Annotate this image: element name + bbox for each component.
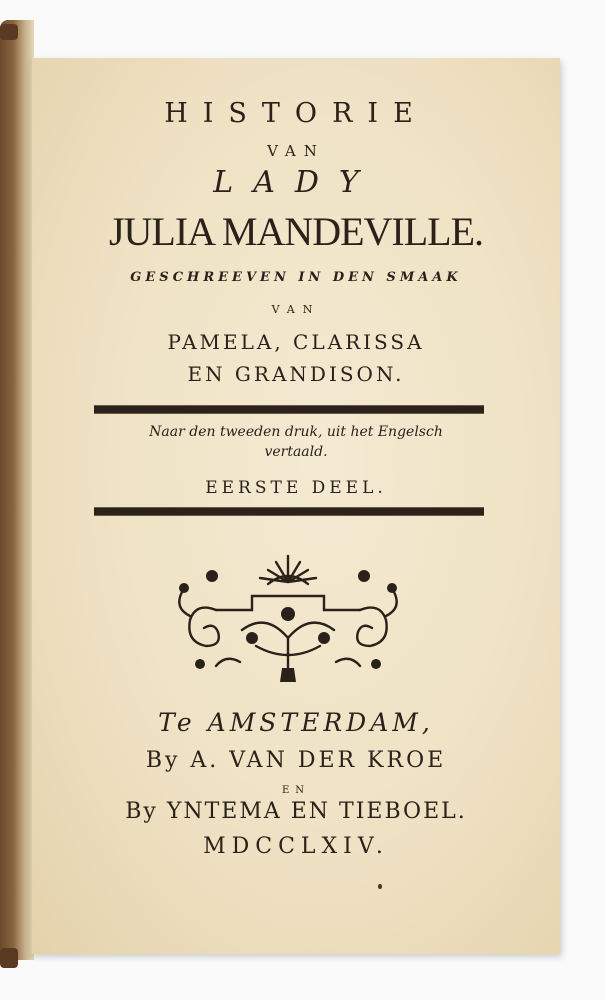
subtitle-en-grandison: EN GRANDISON. [187, 362, 405, 386]
imprint-en: EN [281, 785, 311, 796]
subtitle-van: VAN [271, 303, 321, 316]
title-page [30, 58, 560, 954]
subtitle-geschreeven: GESCHREEVEN IN DEN SMAAK [130, 270, 462, 285]
title-julia-mandeville: JULIA MANDEVILLE. [108, 209, 484, 254]
binding-band-bottom [0, 948, 18, 968]
edition-note-vertaald: vertaald. [264, 444, 328, 460]
imprint-year: MDCCLXIV. [203, 834, 389, 859]
decorative-rule-top [94, 405, 484, 414]
imprint-publisher-kroe: By A. VAN DER KROE [145, 748, 447, 773]
subtitle-pamela-clarissa: PAMELA, CLARISSA [167, 330, 425, 354]
printers-ornament-icon [156, 542, 420, 692]
paper-speck [378, 884, 382, 889]
title-historie: HISTORIE [164, 98, 428, 129]
volume-label: EERSTE DEEL. [205, 478, 387, 498]
edition-note: Naar den tweeden druk, uit het Engelsch [149, 424, 443, 440]
title-van: VAN [267, 142, 325, 160]
title-lady: LADY [213, 165, 379, 200]
imprint-place: Te AMSTERDAM, [158, 708, 434, 737]
binding-band-top [0, 24, 18, 40]
decorative-rule-bottom [94, 507, 484, 516]
imprint-publisher-yntema: By YNTEMA EN TIEBOEL. [125, 799, 467, 824]
book-binding [0, 20, 34, 960]
